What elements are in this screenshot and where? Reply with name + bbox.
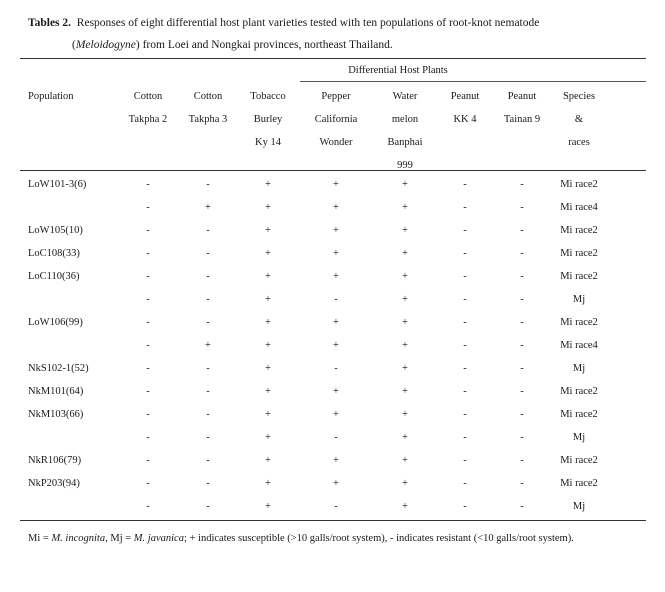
response-cell: -	[334, 294, 338, 305]
race-cell: Mj	[572, 294, 586, 305]
response-cell: -	[463, 386, 467, 397]
response-cell: -	[146, 202, 150, 213]
response-cell: -	[146, 363, 150, 374]
response-cell: +	[265, 202, 271, 213]
response-cell: -	[520, 225, 524, 236]
response-cell: +	[265, 409, 271, 420]
response-cell: -	[206, 317, 210, 328]
response-cell: -	[206, 386, 210, 397]
response-cell: -	[463, 294, 467, 305]
col-header-peanut-tainan9: Peanut	[507, 91, 537, 102]
response-cell: -	[146, 179, 150, 190]
population-cell: LoC108(33)	[28, 248, 80, 259]
response-cell: -	[520, 179, 524, 190]
population-cell: LoW106(99)	[28, 317, 83, 328]
response-cell: -	[463, 202, 467, 213]
response-cell: -	[463, 225, 467, 236]
col-header-peanut-kk4: KK 4	[453, 114, 477, 125]
race-cell: Mi race2	[560, 478, 598, 489]
response-cell: -	[520, 409, 524, 420]
response-cell: +	[265, 294, 271, 305]
top-rule	[20, 58, 646, 59]
response-cell: -	[463, 340, 467, 351]
col-header-tobacco-burley: Burley	[253, 114, 283, 125]
response-cell: +	[265, 340, 271, 351]
col-header-watermelon-banphai: Banphai	[387, 137, 423, 148]
response-cell: -	[146, 432, 150, 443]
response-cell: +	[265, 248, 271, 259]
response-cell: +	[265, 317, 271, 328]
population-cell: NkM103(66)	[28, 409, 84, 420]
response-cell: -	[146, 317, 150, 328]
response-cell: -	[463, 179, 467, 190]
response-cell: +	[205, 340, 211, 351]
response-cell: -	[206, 248, 210, 259]
response-cell: -	[520, 478, 524, 489]
response-cell: -	[206, 432, 210, 443]
response-cell: -	[463, 478, 467, 489]
response-cell: +	[333, 340, 339, 351]
col-header-watermelon-banphai: Water	[392, 91, 418, 102]
caption-line-2: (Meloidogyne) from Loei and Nongkai provinces, northeast Thailand.	[72, 39, 393, 51]
response-cell: -	[520, 455, 524, 466]
response-cell: -	[146, 455, 150, 466]
response-cell: +	[333, 202, 339, 213]
response-cell: -	[206, 409, 210, 420]
table-caption	[28, 12, 648, 56]
race-cell: Mi race4	[560, 202, 598, 213]
response-cell: +	[333, 317, 339, 328]
response-cell: -	[206, 271, 210, 282]
response-cell: +	[333, 225, 339, 236]
response-cell: -	[146, 501, 150, 512]
header-rule	[20, 170, 646, 171]
response-cell: -	[146, 478, 150, 489]
response-cell: +	[402, 455, 408, 466]
caption-line-1	[28, 12, 648, 34]
race-cell: Mi race2	[560, 455, 598, 466]
col-header-cotton-takpha-3: Takpha 3	[188, 114, 228, 125]
response-cell: +	[402, 294, 408, 305]
response-cell: -	[463, 501, 467, 512]
population-cell: NkS102-1(52)	[28, 363, 89, 374]
response-cell: -	[520, 386, 524, 397]
response-cell: -	[463, 455, 467, 466]
col-header-watermelon-banphai: melon	[391, 114, 419, 125]
col-header-cotton-takpha-2: Cotton	[133, 91, 163, 102]
population-cell: NkP203(94)	[28, 478, 80, 489]
race-cell: Mi race2	[560, 386, 598, 397]
response-cell: +	[402, 179, 408, 190]
group-rule	[300, 81, 646, 82]
response-cell: -	[463, 317, 467, 328]
population-header: Population	[28, 91, 74, 102]
response-cell: -	[146, 340, 150, 351]
response-cell: +	[265, 432, 271, 443]
response-cell: +	[265, 478, 271, 489]
response-cell: +	[265, 386, 271, 397]
response-cell: -	[520, 363, 524, 374]
race-cell: Mj	[572, 432, 586, 443]
race-cell: Mi race2	[560, 317, 598, 328]
response-cell: +	[265, 455, 271, 466]
response-cell: -	[146, 294, 150, 305]
response-cell: -	[520, 294, 524, 305]
footnote: Mi = M. incognita, Mj = M. javanica; + indicates susceptible (>10 galls/root system), - indicates resistant (<10 galls/root system).	[28, 533, 574, 544]
response-cell: -	[206, 363, 210, 374]
response-cell: -	[520, 317, 524, 328]
response-cell: +	[265, 271, 271, 282]
response-cell: -	[463, 432, 467, 443]
col-header-pepper-california: Wonder	[319, 137, 353, 148]
col-header-pepper-california: Pepper	[321, 91, 351, 102]
col-header-species-races: races	[568, 137, 590, 148]
response-cell: -	[146, 225, 150, 236]
col-header-cotton-takpha-2: Takpha 2	[128, 114, 168, 125]
response-cell: +	[402, 317, 408, 328]
response-cell: -	[463, 248, 467, 259]
col-header-tobacco-burley: Tobacco	[250, 91, 286, 102]
response-cell: -	[206, 179, 210, 190]
response-cell: +	[333, 386, 339, 397]
col-header-peanut-tainan9: Tainan 9	[503, 114, 541, 125]
response-cell: +	[333, 409, 339, 420]
race-cell: Mj	[572, 501, 586, 512]
race-cell: Mi race4	[560, 340, 598, 351]
race-cell: Mi race2	[560, 179, 598, 190]
response-cell: -	[334, 501, 338, 512]
response-cell: -	[463, 271, 467, 282]
response-cell: +	[333, 478, 339, 489]
race-cell: Mi race2	[560, 225, 598, 236]
response-cell: -	[146, 271, 150, 282]
population-cell: LoC110(36)	[28, 271, 80, 282]
response-cell: -	[520, 271, 524, 282]
response-cell: -	[206, 501, 210, 512]
response-cell: +	[205, 202, 211, 213]
response-cell: +	[402, 202, 408, 213]
response-cell: -	[520, 202, 524, 213]
population-cell: LoW101-3(6)	[28, 179, 87, 190]
caption-label: Tables 2.	[28, 17, 72, 29]
response-cell: +	[333, 248, 339, 259]
response-cell: +	[402, 386, 408, 397]
response-cell: -	[334, 363, 338, 374]
population-cell: NkR106(79)	[28, 455, 82, 466]
response-cell: +	[333, 455, 339, 466]
caption-genus: Meloidogyne	[75, 39, 136, 51]
response-cell: +	[402, 478, 408, 489]
response-cell: +	[402, 409, 408, 420]
response-cell: -	[520, 248, 524, 259]
response-cell: -	[520, 501, 524, 512]
col-header-species-races: Species	[562, 91, 596, 102]
response-cell: -	[520, 432, 524, 443]
response-cell: +	[402, 225, 408, 236]
response-cell: -	[206, 225, 210, 236]
population-cell: NkM101(64)	[28, 386, 84, 397]
response-cell: +	[333, 271, 339, 282]
response-cell: +	[402, 271, 408, 282]
race-cell: Mi race2	[560, 271, 598, 282]
response-cell: -	[463, 363, 467, 374]
response-cell: -	[334, 432, 338, 443]
bottom-rule	[20, 520, 646, 521]
race-cell: Mi race2	[560, 248, 598, 259]
response-cell: -	[520, 340, 524, 351]
col-header-cotton-takpha-3: Cotton	[193, 91, 223, 102]
response-cell: -	[146, 248, 150, 259]
response-cell: +	[402, 432, 408, 443]
col-header-pepper-california: California	[314, 114, 358, 125]
race-cell: Mi race2	[560, 409, 598, 420]
population-cell: LoW105(10)	[28, 225, 83, 236]
caption-text: Responses of eight differential host plant varieties tested with ten populations of root-knot nematode	[76, 17, 540, 29]
response-cell: +	[265, 501, 271, 512]
race-cell: Mj	[572, 363, 586, 374]
col-header-watermelon-banphai: 999	[397, 160, 413, 171]
response-cell: +	[402, 248, 408, 259]
response-cell: +	[402, 363, 408, 374]
response-cell: -	[206, 455, 210, 466]
response-cell: -	[146, 409, 150, 420]
col-header-species-races: &	[574, 114, 584, 125]
group-header: Differential Host Plants	[348, 65, 448, 76]
col-header-tobacco-burley: Ky 14	[255, 137, 281, 148]
response-cell: +	[265, 179, 271, 190]
response-cell: +	[333, 179, 339, 190]
response-cell: -	[146, 386, 150, 397]
response-cell: +	[402, 340, 408, 351]
response-cell: +	[265, 363, 271, 374]
response-cell: +	[265, 225, 271, 236]
col-header-peanut-kk4: Peanut	[450, 91, 480, 102]
response-cell: -	[463, 409, 467, 420]
response-cell: +	[402, 501, 408, 512]
response-cell: -	[206, 294, 210, 305]
response-cell: -	[206, 478, 210, 489]
